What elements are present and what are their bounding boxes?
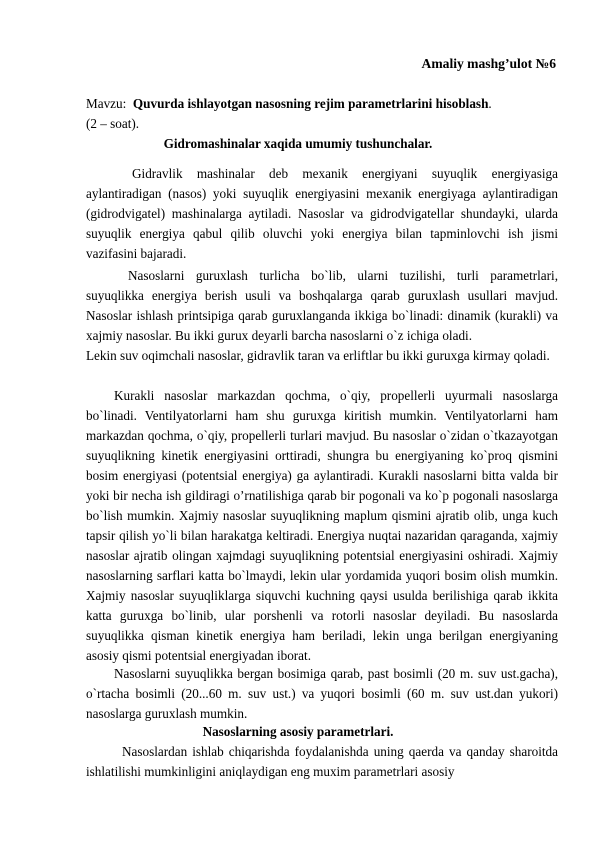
paragraph-3: Lekin suv oqimchali nasoslar, gidravlik taran va erliftlar bu ikki guruxga kirmay qoladi.: [86, 348, 550, 363]
topic-period: .: [488, 96, 492, 111]
paragraph-5: Nasoslarni suyuqlikka bergan bosimiga qarab, past bosimli (20 m. suv ust.gacha), o`rtacha bosimli (20...60 m. suv ust.) va yuqori bosimli (60 m. suv ust.dan yukori) nasoslarga guruxlash mumkin.: [86, 666, 558, 721]
paragraph-4: Kurakli nasoslar markazdan qochma, o`qiy, propellerli uyurmali nasoslarga bo`linadi. Ventilyatorlarni ham shu guruxga kiritish mumkin. Ventilyatorlarni ham markazdan qochma, o`qiy, propellerli turlari mavjud. Bu nasoslar o`zidan o`tkazayotgan suyuqlikning kinetik energiyasini orttiradi, shungra bu energiyaning ko`proq qismini bosim energiyasi (potentsial energiya) ga aylantiradi. Kurakli nasoslarni bitta valda bir yoki bir necha ish gildiragi o’rnatilishiga qarab bir pogonali va ko`p pogonali nasoslarga bo`lish mumkin. Xajmiy nasoslar suyuqlikning maplum qismini ajratib olib, unga kuch tapsir qilish yo`li bilan harakatga keltiradi. Energiya nuqtai nazaridan qaraganda, xajmiy nasoslar ajratib olingan xajmdagi suyuqlikning potentsial energiyasini oshiradi. Xajmiy nasoslarning sarflari katta bo`lmaydi, lekin ular yordamida yuqori bosim olish mumkin. Xajmiy nasoslar suyuqliklarga siquvchi kuchning qaysi usulda berilishiga qarab ikkita katta guruxga bo`linib, ular porshenli va rotorli nasoslar deyiladi. Bu nasoslarda suyuqlikka qisman kinetik energiya ham beriladi, lekin unga berilgan energiyaning asosiy qismi potentsial energiyadan iborat.: [86, 388, 558, 663]
topic-label: Mavzu:: [86, 96, 127, 111]
paragraph-6: Nasoslardan ishlab chiqarishda foydalanishda uning qaerda va qanday sharoitda ishlatilishi mumkinligini aniqlaydigan eng muxim parametrlari asosiy: [86, 744, 558, 779]
section-heading-parameters: Nasoslarning asosiy parametrlari.: [202, 724, 394, 739]
paragraph-2: Nasoslarni guruxlash turlicha bo`lib, ularni tuzilishi, turli parametrlari, suyuqlikka energiya berish usuli va boshqalarga qarab guruxlash usullari mavjud. Nasoslar ishlash printsipiga qarab guruxlanganda ikkiga bo`linadi: dinamik (kurakli) va xajmiy nasoslar. Bu ikki gurux deyarli barcha nasoslarni o`z ichiga oladi.: [86, 268, 558, 343]
topic-line: [86, 94, 558, 114]
paragraph-1: Gidravlik mashinalar deb mexanik energiyani suyuqlik energiyasiga aylantiradigan (nasos) yoki suyuqlik energiyasini mexanik energiyaga aylantiradigan (gidrodvigatel) mashinalarga aytiladi. Nasoslar va gidrodvigatellar shundayki, ularda suyuqlik energiya qabul qilib oluvchi yoki energiya bilan tapminlovchi ish jismi vazifasini bajaradi.: [86, 166, 558, 261]
topic-title: Quvurda ishlayotgan nasosning rejim parametrlarini hisoblash: [132, 96, 489, 111]
topic-hours: (2 – soat).: [86, 116, 140, 131]
practice-title: Amaliy mashg’ulot №6: [421, 56, 556, 71]
section-heading-general: Gidromashinalar xaqida umumiy tushunchalar.: [163, 136, 433, 151]
